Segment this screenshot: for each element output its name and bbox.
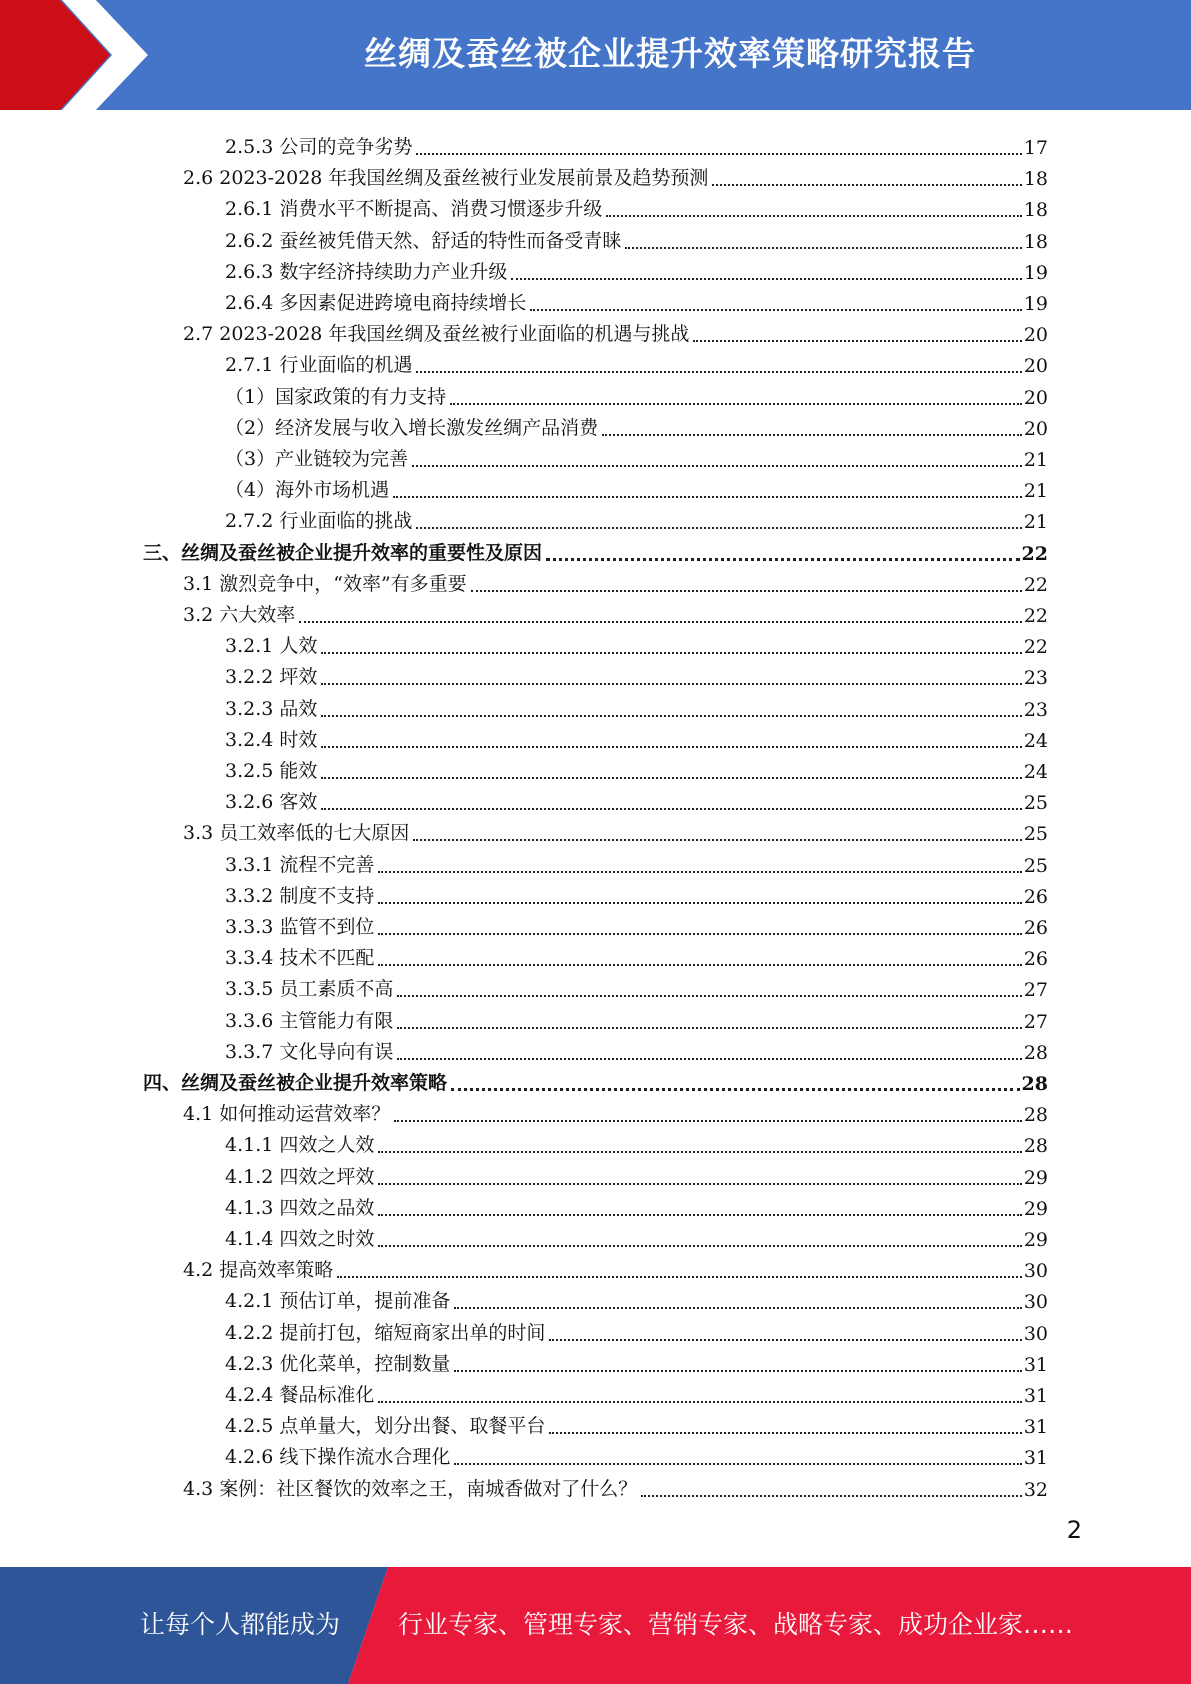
toc-entry[interactable] bbox=[225, 471, 1048, 502]
header-arrow-decoration bbox=[0, 0, 160, 110]
toc-entry-title: 4.1 如何推动运营效率？ bbox=[183, 1103, 391, 1126]
toc-entry-title: 4.1.3 四效之品效 bbox=[225, 1196, 375, 1219]
toc-dot-leader bbox=[454, 1350, 1021, 1372]
toc-dot-leader bbox=[321, 663, 1021, 685]
toc-entry-page: 25 bbox=[1023, 792, 1048, 815]
toc-entry[interactable] bbox=[183, 565, 1048, 596]
toc-dot-leader bbox=[397, 1038, 1021, 1060]
toc-entry[interactable] bbox=[225, 970, 1048, 1001]
toc-entry-page: 21 bbox=[1023, 511, 1048, 534]
toc-dot-leader bbox=[454, 1443, 1021, 1465]
toc-dot-leader bbox=[693, 320, 1021, 342]
toc-entry-page: 18 bbox=[1023, 168, 1048, 191]
toc-entry-page: 18 bbox=[1023, 199, 1048, 222]
toc-dot-leader bbox=[378, 1381, 1021, 1403]
toc-entry-title: 2.6 2023-2028 年我国丝绸及蚕丝被行业发展前景及趋势预测 bbox=[183, 167, 709, 190]
toc-entry[interactable] bbox=[225, 378, 1048, 409]
toc-entry[interactable] bbox=[225, 440, 1048, 471]
toc-entry-title: 3.2.4 时效 bbox=[225, 728, 318, 751]
toc-entry[interactable] bbox=[225, 1438, 1048, 1469]
toc-dot-leader bbox=[416, 507, 1021, 529]
toc-dot-leader bbox=[378, 944, 1021, 966]
toc-dot-leader bbox=[412, 445, 1022, 467]
toc-dot-leader bbox=[549, 1412, 1021, 1434]
toc-dot-leader bbox=[321, 726, 1021, 748]
toc-entry-page: 20 bbox=[1023, 417, 1048, 440]
toc-entry-page: 27 bbox=[1023, 979, 1048, 1002]
toc-entry-title: （4）海外市场机遇 bbox=[225, 479, 390, 502]
toc-entry-page: 22 bbox=[1023, 636, 1048, 659]
toc-entry-title: 4.2.1 预估订单，提前准备 bbox=[225, 1290, 451, 1313]
toc-entry-title: 4.2.6 线下操作流水合理化 bbox=[225, 1446, 451, 1469]
toc-dot-leader bbox=[378, 1194, 1021, 1216]
toc-entry-title: 3.3.4 技术不匹配 bbox=[225, 947, 375, 970]
toc-entry[interactable] bbox=[183, 1095, 1048, 1126]
toc-dot-leader bbox=[397, 1007, 1021, 1029]
toc-entry-page: 19 bbox=[1023, 261, 1048, 284]
toc-entry[interactable] bbox=[183, 1251, 1048, 1282]
toc-entry-page: 29 bbox=[1023, 1197, 1048, 1220]
toc-entry-page: 17 bbox=[1023, 137, 1048, 159]
toc-dot-leader bbox=[321, 788, 1021, 810]
page-footer bbox=[0, 1567, 1191, 1684]
toc-entry[interactable] bbox=[225, 877, 1048, 908]
toc-entry-title: 2.6.1 消费水平不断提高、消费习惯逐步升级 bbox=[225, 198, 603, 221]
toc-entry[interactable] bbox=[183, 1470, 1048, 1501]
toc-entry-page: 21 bbox=[1023, 449, 1048, 471]
toc-entry[interactable] bbox=[225, 222, 1048, 253]
toc-entry-page: 31 bbox=[1023, 1416, 1048, 1439]
toc-entry-title: 3.3.3 监管不到位 bbox=[225, 916, 375, 938]
toc-entry-page: 28 bbox=[1023, 1135, 1048, 1158]
toc-entry-page: 24 bbox=[1023, 729, 1048, 752]
toc-dot-leader bbox=[378, 1131, 1021, 1153]
toc-entry-title: 3.2 六大效率 bbox=[183, 604, 296, 626]
toc-entry-page: 23 bbox=[1023, 698, 1048, 721]
toc-dot-leader bbox=[378, 1163, 1021, 1185]
toc-entry[interactable] bbox=[225, 690, 1048, 721]
toc-dot-leader bbox=[712, 164, 1021, 186]
toc-entry[interactable] bbox=[183, 315, 1048, 346]
toc-dot-leader bbox=[602, 414, 1022, 436]
toc-entry-title: 4.2.2 提前打包，缩短商家出单的时间 bbox=[225, 1321, 546, 1344]
toc-entry[interactable] bbox=[225, 658, 1048, 689]
toc-entry-page: 22 bbox=[1023, 605, 1048, 627]
toc-entry[interactable] bbox=[225, 783, 1048, 814]
toc-entry-page: 27 bbox=[1023, 1010, 1048, 1033]
report-title: 丝绸及蚕丝被企业提升效率策略研究报告 bbox=[364, 34, 976, 73]
toc-dot-leader bbox=[641, 1475, 1022, 1497]
toc-entry-page: 23 bbox=[1023, 667, 1048, 690]
toc-entry[interactable] bbox=[225, 1220, 1048, 1251]
toc-entry-page: 28 bbox=[1023, 1104, 1048, 1127]
toc-entry[interactable] bbox=[183, 814, 1048, 845]
toc-entry[interactable] bbox=[225, 939, 1048, 970]
toc-dot-leader bbox=[378, 882, 1021, 904]
toc-entry-page: 22 bbox=[1021, 542, 1048, 565]
toc-entry-page: 31 bbox=[1023, 1353, 1048, 1376]
toc-entry-title: 2.7.2 行业面临的挑战 bbox=[225, 510, 413, 533]
toc-dot-leader bbox=[394, 1100, 1022, 1122]
toc-dot-leader bbox=[546, 538, 1020, 561]
toc-entry[interactable] bbox=[225, 1282, 1048, 1313]
toc-entry-page: 30 bbox=[1023, 1322, 1048, 1345]
toc-dot-leader bbox=[378, 851, 1021, 873]
toc-entry[interactable] bbox=[225, 284, 1048, 315]
toc-entry[interactable] bbox=[225, 1033, 1048, 1064]
toc-dot-leader bbox=[511, 258, 1021, 280]
toc-entry[interactable] bbox=[225, 253, 1048, 284]
toc-entry[interactable] bbox=[225, 1345, 1048, 1376]
toc-entry-page: 31 bbox=[1023, 1447, 1048, 1470]
toc-entry-title: 4.2.4 餐品标准化 bbox=[225, 1384, 375, 1406]
toc-entry-page: 24 bbox=[1023, 761, 1048, 783]
toc-entry[interactable] bbox=[225, 752, 1048, 783]
toc-dot-leader bbox=[450, 383, 1022, 405]
toc-entry-title: （3）产业链较为完善 bbox=[225, 448, 409, 470]
toc-dot-leader bbox=[625, 227, 1021, 249]
toc-entry[interactable] bbox=[225, 1376, 1048, 1407]
toc-entry-title: （1）国家政策的有力支持 bbox=[225, 385, 447, 408]
toc-entry-page: 25 bbox=[1023, 823, 1048, 846]
toc-entry-page: 20 bbox=[1023, 324, 1048, 347]
toc-entry-title: （2）经济发展与收入增长激发丝绸产品消费 bbox=[225, 416, 599, 439]
toc-entry[interactable] bbox=[225, 1158, 1048, 1189]
toc-entry-page: 30 bbox=[1023, 1260, 1048, 1283]
toc-entry-title: 3.2.1 人效 bbox=[225, 635, 318, 658]
toc-entry-title: 3.3.6 主管能力有限 bbox=[225, 1009, 394, 1032]
toc-entry-page: 26 bbox=[1023, 948, 1048, 971]
toc-entry-title: 4.2 提高效率策略 bbox=[183, 1259, 334, 1282]
toc-dot-leader bbox=[549, 1319, 1021, 1341]
toc-entry[interactable] bbox=[225, 721, 1048, 752]
toc-dot-leader bbox=[416, 351, 1021, 373]
toc-dot-leader bbox=[397, 975, 1021, 997]
toc-entry-page: 30 bbox=[1023, 1291, 1048, 1314]
toc-entry-title: 2.6.2 蚕丝被凭借天然、舒适的特性而备受青睐 bbox=[225, 229, 622, 252]
toc-entry[interactable] bbox=[225, 1189, 1048, 1220]
toc-entry-page: 20 bbox=[1023, 355, 1048, 378]
toc-entry-title: 3.2.3 品效 bbox=[225, 697, 318, 720]
toc-entry-title: 4.2.3 优化菜单，控制数量 bbox=[225, 1352, 451, 1375]
toc-entry-title: 4.3 案例：社区餐饮的效率之王，南城香做对了什么？ bbox=[183, 1477, 638, 1500]
toc-entry[interactable] bbox=[225, 1126, 1048, 1157]
toc-entry[interactable] bbox=[183, 159, 1048, 190]
toc-entry-title: 4.2.5 点单量大，划分出餐、取餐平台 bbox=[225, 1415, 546, 1438]
toc-dot-leader bbox=[451, 1068, 1020, 1091]
toc-entry-page: 21 bbox=[1023, 480, 1048, 503]
toc-entry[interactable] bbox=[225, 1407, 1048, 1438]
toc-dot-leader bbox=[299, 601, 1022, 623]
toc-dot-leader bbox=[321, 632, 1021, 654]
toc-entry-title: 4.1.2 四效之坪效 bbox=[225, 1165, 375, 1188]
toc-entry-page: 28 bbox=[1021, 1073, 1048, 1095]
toc-entry[interactable] bbox=[225, 409, 1048, 440]
toc-entry-title: 2.5.3 公司的竞争劣势 bbox=[225, 136, 413, 158]
toc-entry-page: 18 bbox=[1023, 230, 1048, 253]
toc-dot-leader bbox=[321, 695, 1021, 717]
toc-dot-leader bbox=[337, 1256, 1022, 1278]
toc-entry-page: 26 bbox=[1023, 885, 1048, 908]
toc-dot-leader bbox=[471, 570, 1022, 592]
toc-entry[interactable] bbox=[225, 627, 1048, 658]
toc-entry[interactable] bbox=[143, 534, 1048, 565]
toc-dot-leader bbox=[378, 913, 1021, 935]
toc-entry-title: 2.7 2023-2028 年我国丝绸及蚕丝被行业面临的机遇与挑战 bbox=[183, 323, 690, 346]
toc-dot-leader bbox=[454, 1287, 1021, 1309]
toc-entry-title: 3.3 员工效率低的七大原因 bbox=[183, 822, 410, 845]
toc-dot-leader bbox=[606, 195, 1021, 217]
toc-dot-leader bbox=[530, 289, 1021, 311]
toc-entry-page: 31 bbox=[1023, 1385, 1048, 1407]
toc-entry[interactable] bbox=[183, 596, 1048, 627]
toc-entry-page: 28 bbox=[1023, 1041, 1048, 1064]
footer-slogan-right: 行业专家、管理专家、营销专家、战略专家、成功企业家…… bbox=[398, 1610, 1074, 1639]
toc-entry[interactable] bbox=[225, 1314, 1048, 1345]
toc-entry-title: 3.1 激烈竞争中，“效率”有多重要 bbox=[183, 572, 467, 595]
toc-entry-page: 32 bbox=[1023, 1478, 1048, 1501]
toc-entry-title: 4.1.4 四效之时效 bbox=[225, 1228, 375, 1250]
toc-entry-page: 29 bbox=[1023, 1166, 1048, 1189]
toc-entry-title: 2.6.3 数字经济持续助力产业升级 bbox=[225, 260, 508, 283]
toc-entry-title: 4.1.1 四效之人效 bbox=[225, 1134, 375, 1157]
toc-entry[interactable] bbox=[225, 1002, 1048, 1033]
toc-entry[interactable] bbox=[143, 1064, 1048, 1095]
toc-entry-title: 3.2.2 坪效 bbox=[225, 666, 318, 689]
toc-entry-page: 22 bbox=[1023, 573, 1048, 596]
toc-entry-page: 20 bbox=[1023, 386, 1048, 409]
toc-entry-title: 四、丝绸及蚕丝被企业提升效率策略 bbox=[143, 1072, 448, 1094]
toc-dot-leader bbox=[378, 1225, 1021, 1247]
toc-dot-leader bbox=[321, 757, 1021, 779]
toc-entry-title: 2.6.4 多因素促进跨境电商持续增长 bbox=[225, 292, 527, 314]
toc-entry-title: 2.7.1 行业面临的机遇 bbox=[225, 354, 413, 377]
toc-entry-title: 3.2.6 客效 bbox=[225, 791, 318, 814]
toc-entry-title: 3.3.5 员工素质不高 bbox=[225, 978, 394, 1001]
toc-entry-title: 3.3.7 文化导向有误 bbox=[225, 1040, 394, 1063]
toc-entry[interactable] bbox=[225, 502, 1048, 533]
toc-entry[interactable] bbox=[225, 846, 1048, 877]
toc-entry[interactable] bbox=[225, 128, 1048, 159]
toc-entry-title: 3.3.1 流程不完善 bbox=[225, 853, 375, 876]
toc-entry[interactable] bbox=[225, 190, 1048, 221]
toc-entry-page: 25 bbox=[1023, 854, 1048, 877]
footer-slogan-left: 让每个人都能成为 bbox=[140, 1610, 341, 1639]
toc-entry-page: 26 bbox=[1023, 917, 1048, 939]
toc-entry[interactable] bbox=[225, 908, 1048, 939]
toc-entry-page: 19 bbox=[1023, 293, 1048, 315]
toc-entry-page: 29 bbox=[1023, 1229, 1048, 1251]
toc-dot-leader bbox=[416, 133, 1021, 155]
page-header bbox=[0, 0, 1191, 110]
toc-entry-title: 三、丝绸及蚕丝被企业提升效率的重要性及原因 bbox=[143, 541, 543, 564]
toc-entry-title: 3.2.5 能效 bbox=[225, 760, 318, 782]
toc-dot-leader bbox=[393, 476, 1022, 498]
toc-dot-leader bbox=[413, 819, 1022, 841]
toc-entry[interactable] bbox=[225, 346, 1048, 377]
toc-entry-title: 3.3.2 制度不支持 bbox=[225, 884, 375, 907]
page-number: 2 bbox=[1066, 1516, 1082, 1544]
